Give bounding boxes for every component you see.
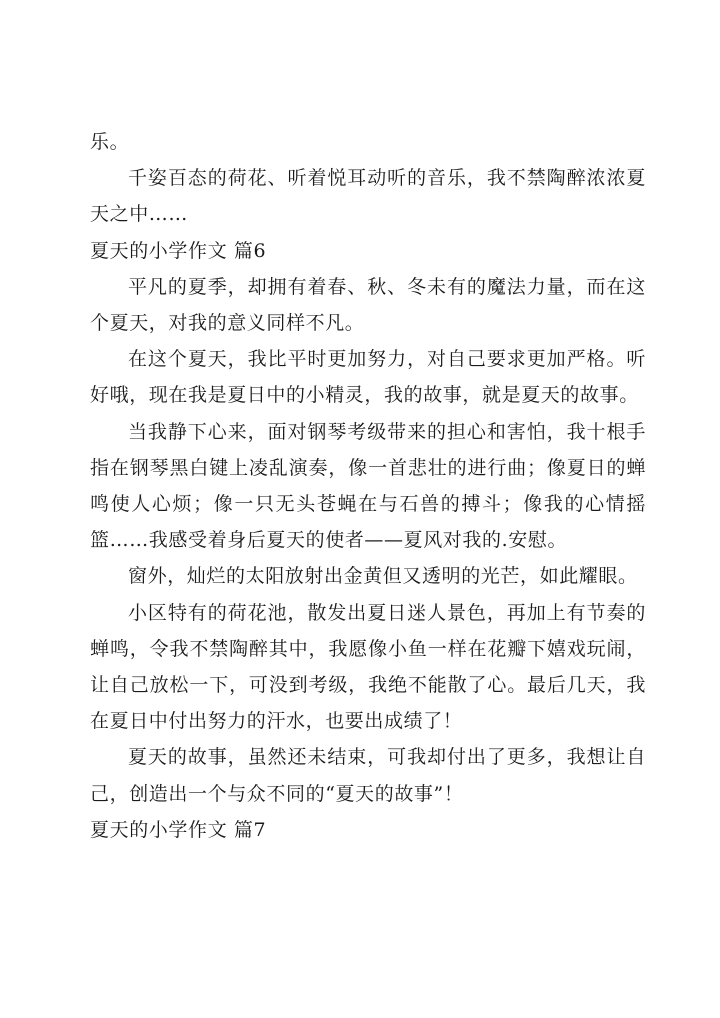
paragraph: 在这个夏天，我比平时更加努力，对自己要求更加严格。听好哦，现在我是夏日中的小精灵，我的故事，就是夏天的故事。 bbox=[90, 348, 646, 407]
paragraph: 平凡的夏季，却拥有着春、秋、冬未有的魔法力量，而在这个夏天，对我的意义同样不凡。 bbox=[90, 275, 646, 335]
paragraph: 当我静下心来，面对钢琴考级带来的担心和害怕，我十根手指在钢琴黑白键上凌乱演奏，像一首悲壮的进行曲；像夏日的蝉鸣使人心烦；像一只无头苍蝇在与石兽的搏斗；像我的心情摇篮……我感受着身后夏天的使者——夏风对我的.安慰。 bbox=[90, 420, 646, 552]
paragraph: 窗外，灿烂的太阳放射出金黄但又透明的光芒，如此耀眼。 bbox=[128, 565, 638, 588]
section-title: 夏天的小学作文 篇6 bbox=[90, 239, 267, 262]
document-body bbox=[90, 124, 646, 848]
section-title: 夏天的小学作文 篇7 bbox=[90, 818, 267, 841]
paragraph-continuation: 乐。 bbox=[90, 131, 130, 153]
paragraph: 千姿百态的荷花、听着悦耳动听的音乐，我不禁陶醉浓浓夏天之中…… bbox=[90, 167, 646, 226]
paragraph: 夏天的故事，虽然还未结束，可我却付出了更多，我想让自己，创造出一个与众不同的“夏天的故事”！ bbox=[90, 746, 646, 805]
paragraph: 小区特有的荷花池，散发出夏日迷人景色，再加上有节奏的蝉鸣，令我不禁陶醉其中，我愿像小鱼一样在花瓣下嬉戏玩闹，让自己放松一下，可没到考级，我绝不能散了心。最后几天，我在夏日中付出努力的汗水，也要出成绩了！ bbox=[90, 601, 646, 733]
